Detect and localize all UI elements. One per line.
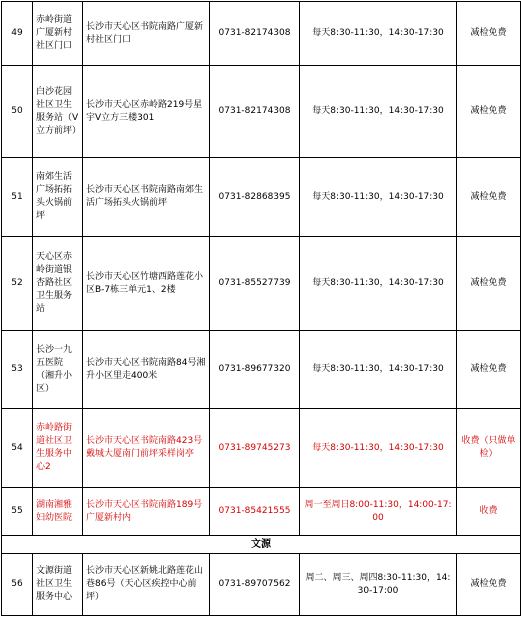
site-fee: 收费（只做单检） [457,409,521,488]
site-name: 天心区赤岭街道银杏路社区卫生服务站 [33,237,83,331]
site-address: 长沙市天心区书院南路189号广厦新村内 [83,488,210,536]
site-phone: 0731-89677320 [210,331,300,409]
site-phone: 0731-89745273 [210,409,300,488]
site-fee: 减检免费 [457,66,521,158]
site-hours: 每天8:30-11:30，14:30-17:30 [300,237,457,331]
site-phone: 0731-82174308 [210,2,300,66]
site-address: 长沙市天心区书院南路广厦新村社区门口 [83,2,210,66]
site-name: 湖南湘雅妇幼医院 [33,488,83,536]
row-number: 56 [2,554,33,616]
site-address: 长沙市天心区竹塘西路莲花小区B-7栋三单元1、2楼 [83,237,210,331]
site-fee: 减检免费 [457,331,521,409]
table-row [2,488,521,536]
site-hours: 周二、周三、周四8:30-11:30，14:30-17:00 [300,554,457,616]
site-phone: 0731-85527739 [210,237,300,331]
site-hours: 每天8:30-11:30，14:30-17:30 [300,158,457,237]
site-name: 文源街道社区卫生服务中心 [33,554,83,616]
site-phone: 0731-85421555 [210,488,300,536]
site-hours: 每天8:30-11:30，14:30-17:30 [300,66,457,158]
table-row [2,66,521,158]
site-phone: 0731-82174308 [210,66,300,158]
table-row [2,2,521,66]
section-header: 文源 [2,536,521,554]
table-row [2,554,521,616]
site-name: 赤岭路街道社区卫生服务中心2 [33,409,83,488]
site-hours: 每天8:30-11:30，14:30-17:30 [300,409,457,488]
row-number: 50 [2,66,33,158]
site-address: 长沙市天心区书院南路84号湘升小区里走400米 [83,331,210,409]
site-name: 赤岭街道广厦新村社区门口 [33,2,83,66]
site-name: 南郊生活广场拓拓头火锅前坪 [33,158,83,237]
table-row [2,331,521,409]
row-number: 54 [2,409,33,488]
table-row [2,158,521,237]
table-row [2,409,521,488]
site-address: 长沙市天心区赤岭路219号星宇V立方三楼301 [83,66,210,158]
row-number: 49 [2,2,33,66]
site-phone: 0731-89707562 [210,554,300,616]
row-number: 55 [2,488,33,536]
site-fee: 减检免费 [457,158,521,237]
table-row [2,237,521,331]
row-number: 52 [2,237,33,331]
site-hours: 周一至周日8:00-11:30，14:00-17:00 [300,488,457,536]
site-fee: 减检免费 [457,554,521,616]
site-address: 长沙市天心区新姚北路莲花山巷86号（天心区疾控中心前坪） [83,554,210,616]
site-hours: 每天8:30-11:30，14:30-17:30 [300,331,457,409]
site-fee: 收费 [457,488,521,536]
site-phone: 0731-82868395 [210,158,300,237]
site-fee: 减检免费 [457,2,521,66]
section-row [2,536,521,554]
row-number: 51 [2,158,33,237]
site-hours: 每天8:30-11:30，14:30-17:30 [300,2,457,66]
row-number: 53 [2,331,33,409]
site-name: 长沙一九五医院（湘升小区） [33,331,83,409]
testing-sites-table [1,1,521,616]
site-fee: 减检免费 [457,237,521,331]
site-address: 长沙市天心区书院南路423号戴城大厦南门前坪采样岗亭 [83,409,210,488]
site-name: 白沙花园社区卫生服务站（V立方前坪） [33,66,83,158]
site-address: 长沙市天心区书院南路南郊生活广场拓头火锅前坪 [83,158,210,237]
